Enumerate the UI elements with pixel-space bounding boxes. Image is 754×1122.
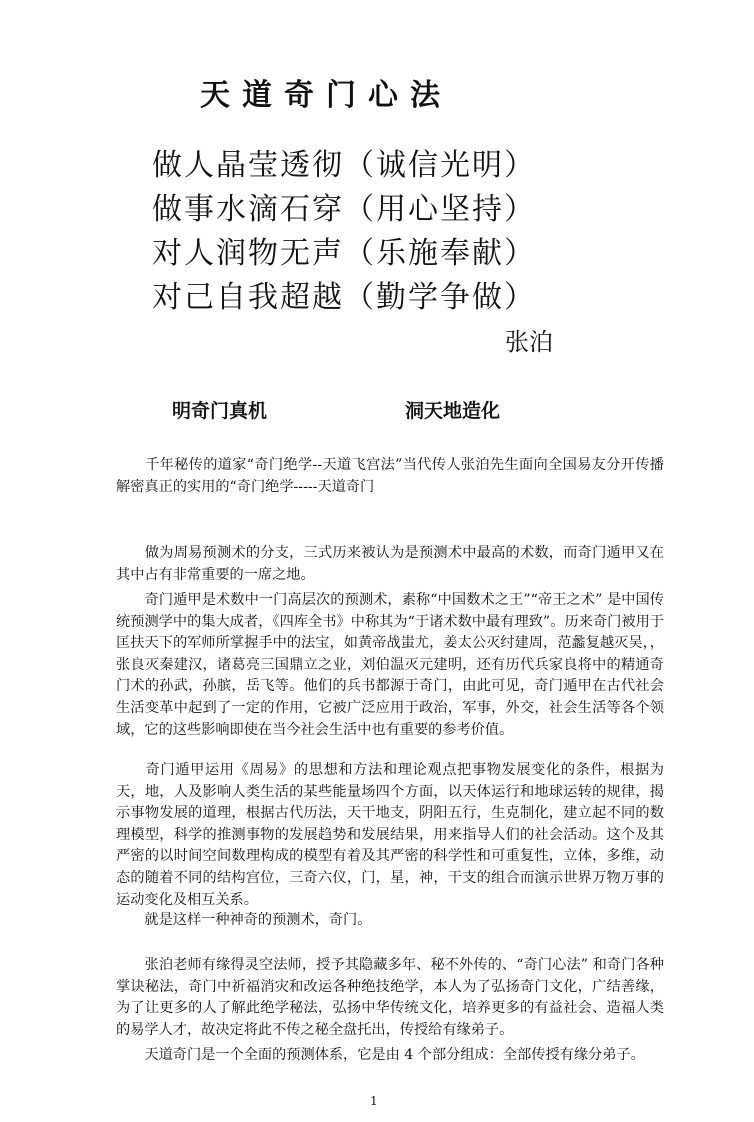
- body-paragraph: 奇门遁甲是术数中一门高层次的预测术，素称“中国数术之王”“帝王之术” 是中国传统预测学中的集大成者，《四库全书》中称其为“于诸术数中最有理致”。历来奇门被用于匡扶天下的军师所掌握手中的法宝，如黄帝战蚩尤，姜太公灭纣建周，范蠡复越灭吴，，张良灭秦建汉，诸葛亮三国鼎立之业，刘伯温灭元建明，还有历代兵家良将中的精通奇门术的孙武，孙膑，岳飞等。他们的兵书都源于奇门，由此可见，奇门遁甲在古代社会生活变革中起到了一定的作用，它被广泛应用于政治，军事，外交，社会生活等各个领域，它的这些影响即使在当今社会生活中也有重要的参考价值。: [116, 592, 664, 738]
- body-paragraph: 做为周易预测术的分支，三式历来被认为是预测术中最高的术数，而奇门遁甲又在其中占有非常重要的一席之地。: [116, 545, 664, 583]
- motto-line: 对人润物无声（乐施奉献）: [152, 236, 536, 271]
- motto-line: 做人晶莹透彻（诚信光明）: [152, 148, 536, 183]
- motto-line: 做事水滴石穿（用心坚持）: [152, 192, 536, 227]
- body-paragraph: 张泊老师有缘得灵空法师，授予其隐藏多年、秘不外传的、“奇门心法” 和奇门各种掌诀秘法，奇门中祈福消灾和改运各种绝技绝学，本人为了弘扬奇门文化，广结善缘，为了让更多的人了解此绝学秘法，弘扬中华传统文化，培养更多的有益社会、造福人类的易学人才，故决定将此不传之秘全盘托出，传授给有缘弟子。: [116, 957, 664, 1038]
- slogan-right: 洞天地造化: [405, 400, 501, 422]
- author-name: 张泊: [505, 328, 553, 356]
- body-paragraph: 天道奇门是一个全面的预测体系，它是由 4 个部分组成：全部传授有缘分弟子。: [116, 1047, 645, 1063]
- intro-paragraph: 千年秘传的道家“奇门绝学--天道飞宫法”当代传人张泊先生面向全国易友分开传播解密真正的实用的“奇门绝学-----天道奇门: [116, 457, 664, 495]
- motto-line: 对己自我超越（勤学争做）: [152, 280, 536, 315]
- page-title: 天道奇门心法: [200, 78, 452, 113]
- body-paragraph: 奇门遁甲运用《周易》的思想和方法和理论观点把事物发展变化的条件，根据为天，地，人及影响人类生活的某些能量场四个方面，以天体运行和地球运转的规律，揭示事物发展的道理，根据古代历法，天干地支，阴阳五行，生克制化，建立起不同的数理模型，科学的推测事物的发展趋势和发展结果，用来指导人们的社会活动。这个及其严密的以时间空间数理构成的模型有着及其严密的科学性和可重复性，立体，多维，动态的随着不同的结构宫位，三奇六仪，门，星，神，干支的组合而演示世界万物万事的运动变化及相互关系。: [116, 762, 664, 908]
- body-paragraph: 就是这样一种神奇的预测术，奇门。: [116, 912, 372, 928]
- page-number: 1: [370, 1094, 378, 1108]
- slogan-left: 明奇门真机: [172, 400, 268, 422]
